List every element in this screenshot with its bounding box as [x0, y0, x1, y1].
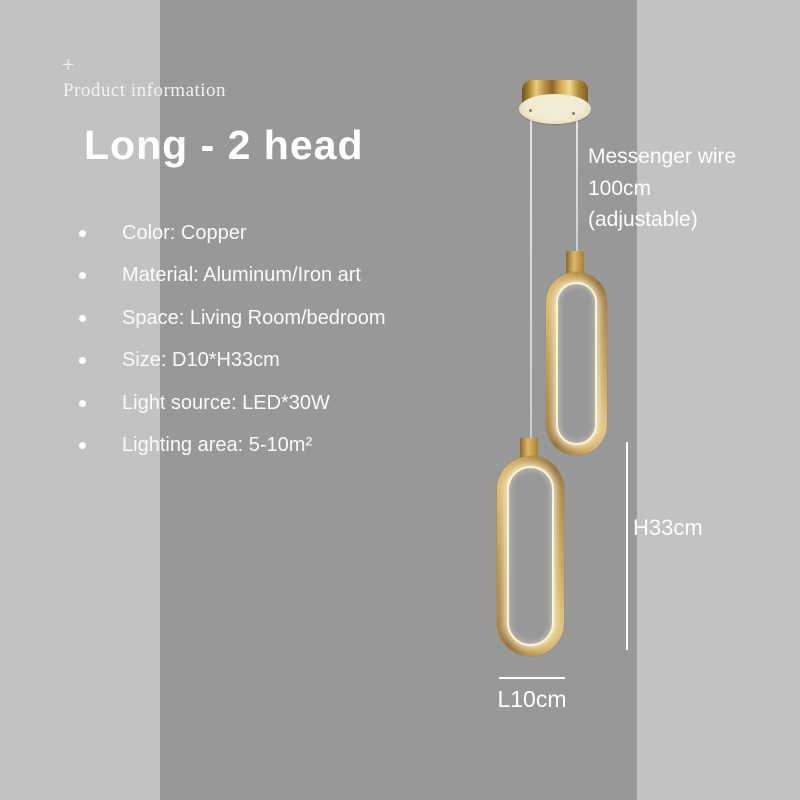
spec-item-material: [79, 255, 479, 298]
spec-item-lighting-area: [79, 425, 479, 468]
ring-led-glow: [556, 282, 597, 445]
spec-text: Space: Living Room/bedroom: [122, 306, 386, 329]
spec-text: Material: Aluminum/Iron art: [122, 264, 361, 287]
pendant-ring-upper: [546, 272, 607, 455]
spec-item-space: [79, 297, 479, 340]
spec-text: Lighting area: 5-10m²: [122, 434, 313, 457]
spec-list: [79, 212, 479, 467]
product-title: Long - 2 head: [84, 122, 364, 168]
bullet-icon: [79, 230, 86, 237]
bullet-icon: [79, 272, 86, 279]
pendant-wire-left: [530, 118, 532, 440]
wire-annotation-line2: 100cm: [588, 176, 652, 200]
length-dimension-line: [499, 677, 565, 679]
pendant-ring-lower: [497, 456, 564, 656]
screw-dot: [529, 109, 532, 112]
plus-icon: +: [62, 52, 75, 77]
wire-annotation-line1: Messenger wire: [588, 145, 737, 168]
bullet-icon: [79, 315, 86, 322]
bullet-icon: [79, 357, 86, 364]
spec-item-size: [79, 340, 479, 383]
screw-dot: [572, 112, 575, 115]
height-dimension-line: [626, 442, 628, 650]
spec-text: Light source: LED*30W: [122, 391, 330, 414]
wire-annotation-line3: (adjustable): [588, 208, 698, 231]
height-dimension-label: H33cm: [633, 515, 703, 540]
spec-item-light-source: [79, 382, 479, 425]
bullet-icon: [79, 400, 86, 407]
wire-annotation: [588, 141, 736, 236]
pendant-wire-right: [576, 120, 578, 253]
ring-mount-upper: [566, 251, 584, 274]
ring-led-glow: [507, 466, 554, 646]
spec-text: Color: Copper: [122, 221, 247, 244]
spec-item-color: [79, 212, 479, 255]
section-label: Product information: [63, 80, 227, 101]
length-dimension-label: L10cm: [497, 686, 567, 712]
bullet-icon: [79, 442, 86, 449]
spec-text: Size: D10*H33cm: [122, 349, 280, 372]
